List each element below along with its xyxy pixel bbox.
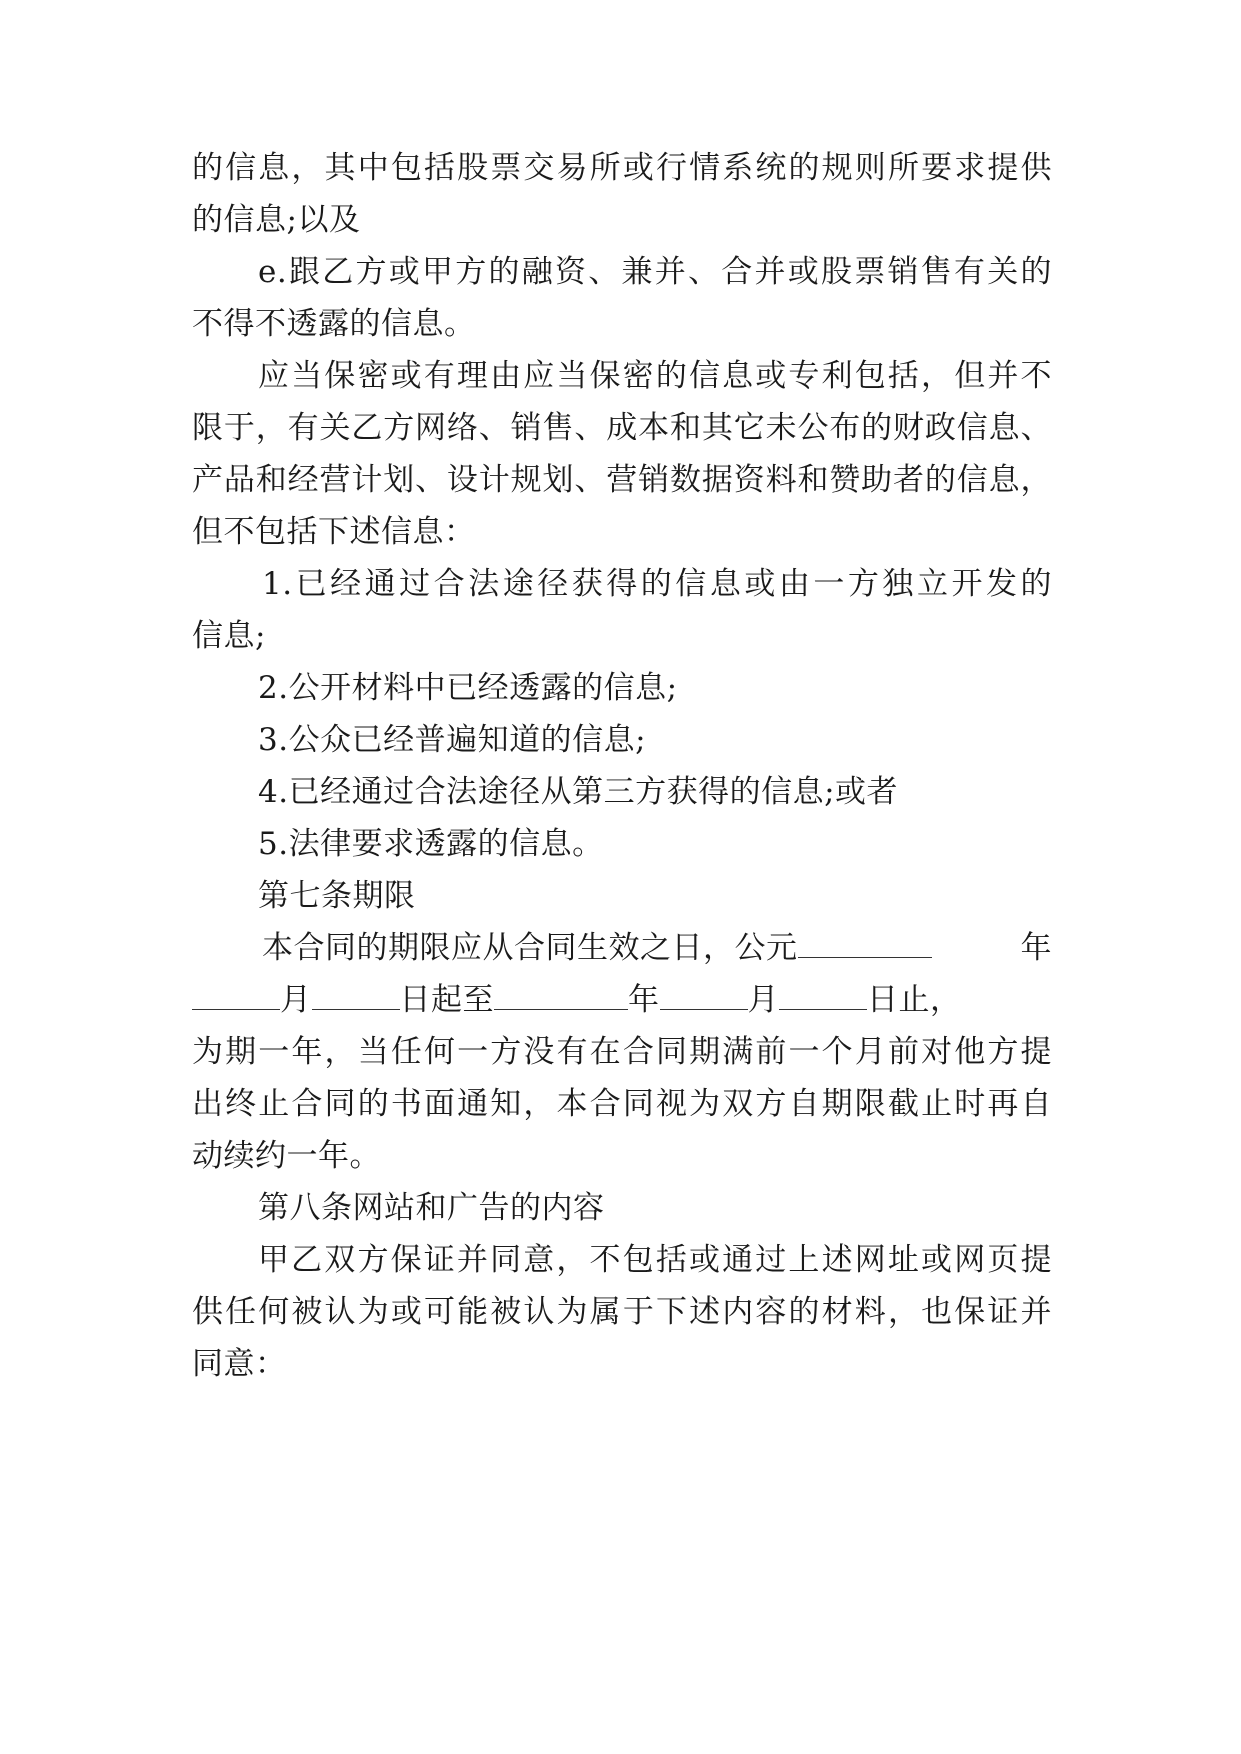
text-line: 的信息，其中包括股票交易所或行情系统的规则所要求提供 <box>192 150 1052 186</box>
list-item-2: 2.公开材料中已经透露的信息; <box>258 670 678 706</box>
text-line: 但不包括下述信息： <box>192 514 476 550</box>
text-line: 动续约一年。 <box>192 1138 381 1174</box>
term-nian-2: 年 <box>628 982 660 1018</box>
list-item-4: 4.已经通过合法途径从第三方获得的信息;或者 <box>258 774 899 810</box>
blank-year <box>798 929 932 958</box>
text-line: 信息; <box>192 618 266 654</box>
paragraph-start: 应当保密或有理由应当保密的信息或专利包括，但并不 <box>258 358 1052 394</box>
blank-day-2 <box>779 981 867 1010</box>
term-ri-qizhi: 日起至 <box>399 982 494 1018</box>
list-item-3: 3.公众已经普遍知道的信息; <box>258 722 647 758</box>
section-heading-article-7: 第七条期限 <box>258 878 416 914</box>
term-line-1 <box>262 928 1052 968</box>
term-intro: 本合同的期限应从合同生效之日，公元 <box>262 930 798 966</box>
term-ri-zhi: 日止， <box>867 982 962 1018</box>
list-item-e: e.跟乙方或甲方的融资、兼并、合并或股票销售有关的 <box>258 254 1052 290</box>
blank-day <box>312 981 400 1010</box>
term-yue: 月 <box>280 982 312 1018</box>
term-line-2 <box>192 980 1052 1020</box>
list-item-5: 5.法律要求透露的信息。 <box>258 826 604 862</box>
paragraph-start: 甲乙双方保证并同意，不包括或通过上述网址或网页提 <box>258 1242 1052 1278</box>
list-item-1: 1.已经通过合法途径获得的信息或由一方独立开发的 <box>262 566 1052 602</box>
text-line: 的信息;以及 <box>192 202 361 238</box>
text-line: 限于，有关乙方网络、销售、成本和其它未公布的财政信息、 <box>192 410 1052 446</box>
text-line: 供任何被认为或可能被认为属于下述内容的材料，也保证并 <box>192 1294 1052 1330</box>
term-nian: 年 <box>1020 930 1052 966</box>
text-line: 为期一年，当任何一方没有在合同期满前一个月前对他方提 <box>192 1034 1052 1070</box>
term-yue-2: 月 <box>747 982 779 1018</box>
text-line: 同意： <box>192 1346 287 1382</box>
text-line: 不得不透露的信息。 <box>192 306 476 342</box>
section-heading-article-8: 第八条网站和广告的内容 <box>258 1190 605 1226</box>
text-line: 出终止合同的书面通知，本合同视为双方自期限截止时再自 <box>192 1086 1052 1122</box>
blank-month-2 <box>660 981 748 1010</box>
blank-month <box>192 981 280 1010</box>
text-line: 产品和经营计划、设计规划、营销数据资料和赞助者的信息， <box>192 462 1052 498</box>
blank-year-2 <box>494 981 628 1010</box>
